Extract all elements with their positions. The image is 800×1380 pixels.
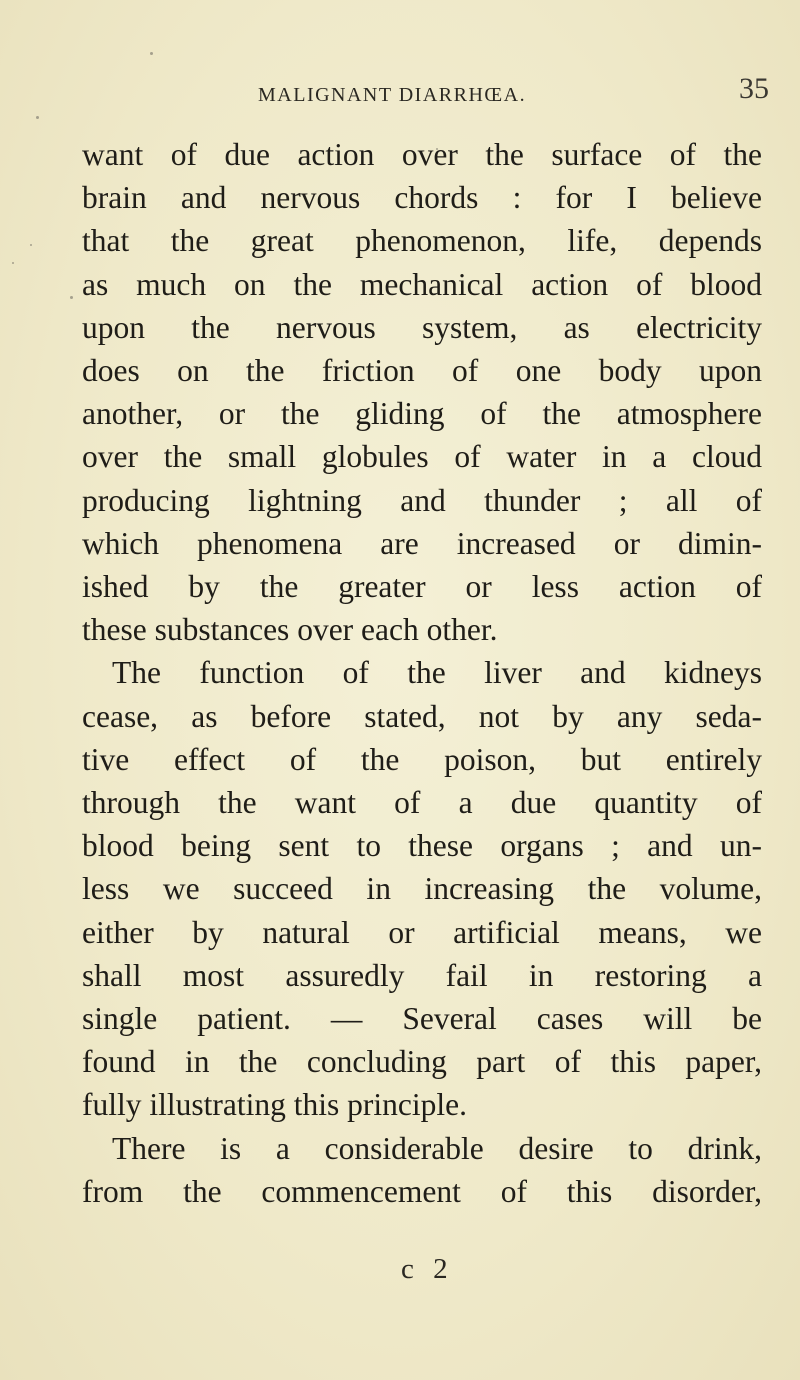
text-line: blood being sent to these organs ; and un- <box>82 828 762 864</box>
text-line: fully illustrating this principle. <box>82 1087 467 1123</box>
paper-speck <box>30 244 32 246</box>
paper-speck <box>12 262 14 264</box>
text-line: less we succeed in increasing the volume, <box>82 871 762 907</box>
text-line: either by natural or artificial means, we <box>82 914 762 950</box>
text-line: shall most assuredly fail in restoring a <box>82 957 762 993</box>
paper-speck <box>70 296 73 299</box>
paper-speck <box>36 116 39 119</box>
text-line: want of due action over the surface of the <box>82 137 762 172</box>
text-line: over the small globules of water in a cloud <box>82 439 762 475</box>
text-line: ished by the greater or less action of <box>82 569 762 605</box>
text-line: these substances over each other. <box>82 612 498 648</box>
signature-mark: c 2 <box>401 1253 454 1285</box>
paper-speck <box>150 52 153 55</box>
text-line: producing lightning and thunder ; all of <box>82 482 762 518</box>
text-line: that the great phenomenon, life, depends <box>82 223 762 259</box>
text-line: There is a considerable desire to drink, <box>112 1130 762 1166</box>
text-line: tive effect of the poison, but entirely <box>82 741 762 777</box>
text-line: upon the nervous system, as electricity <box>82 309 762 345</box>
text-line: cease, as before stated, not by any seda- <box>82 698 762 734</box>
text-line: through the want of a due quantity of <box>82 785 762 821</box>
text-line: brain and nervous chords : for I believe <box>82 180 762 216</box>
text-line: The function of the liver and kidneys <box>112 655 762 691</box>
text-line: does on the friction of one body upon <box>82 353 762 389</box>
text-line: which phenomena are increased or dimin- <box>82 525 762 561</box>
text-line: from the commencement of this disorder, <box>82 1173 762 1209</box>
text-line: another, or the gliding of the atmosphere <box>82 396 762 432</box>
text-line: single patient. — Several cases will be <box>82 1001 762 1037</box>
text-line: as much on the mechanical action of blood <box>82 266 762 302</box>
text-line: found in the concluding part of this paper, <box>82 1044 762 1080</box>
running-head: MALIGNANT DIARRHŒA. <box>258 84 527 106</box>
body-text <box>82 133 762 1213</box>
page-number: 35 <box>739 72 769 105</box>
